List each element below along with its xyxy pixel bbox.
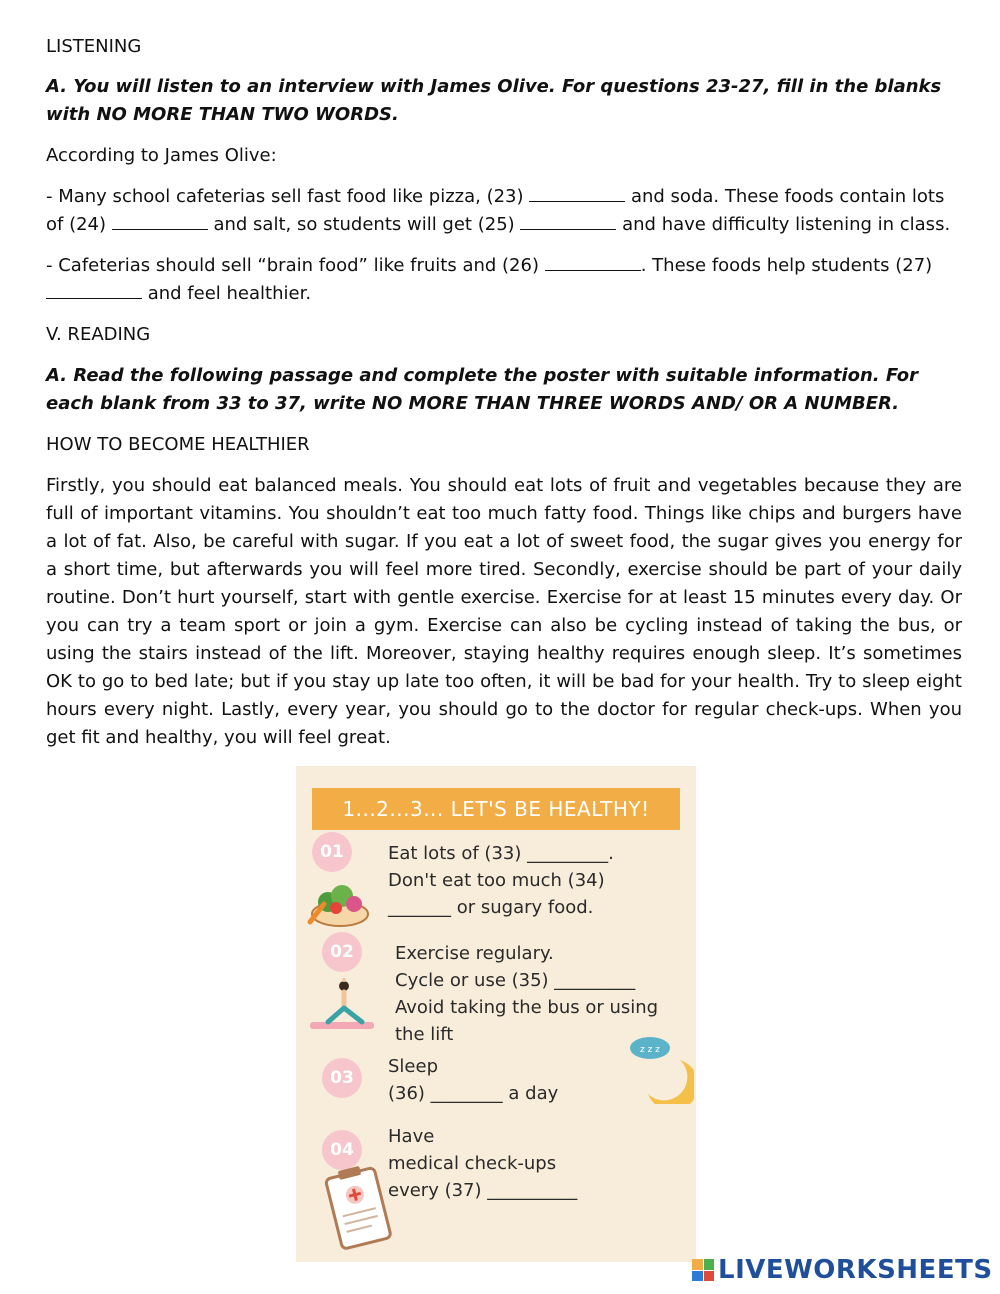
reading-heading: V. READING bbox=[46, 324, 151, 345]
svg-text:z z z: z z z bbox=[640, 1045, 660, 1055]
poster-section-02 bbox=[395, 940, 658, 1048]
poster-line: the lift bbox=[395, 1024, 454, 1045]
number-badge-04: 04 bbox=[322, 1130, 362, 1170]
number-badge-02: 02 bbox=[322, 932, 362, 972]
poster-title-bar bbox=[312, 788, 680, 830]
listening-heading: LISTENING bbox=[46, 36, 142, 57]
poster-line: _______ or sugary food. bbox=[388, 897, 594, 918]
poster-line: Have bbox=[388, 1126, 435, 1147]
poster-line: Cycle or use (35) _________ bbox=[395, 970, 636, 991]
item-text: - Many school cafeterias sell fast food like pizza, (23) bbox=[46, 186, 530, 207]
poster-section-03 bbox=[388, 1053, 558, 1107]
poster-line: Exercise regulary. bbox=[395, 943, 554, 964]
listening-instruction: A. You will listen to an interview with James Olive. For questions 23-27, fill in the blanks with NO MORE THAN TWO WORDS. bbox=[46, 76, 942, 125]
yoga-pose-icon bbox=[308, 978, 378, 1034]
poster-section-04 bbox=[388, 1123, 577, 1204]
poster-line: every (37) __________ bbox=[388, 1180, 578, 1201]
clipboard-checkup-icon bbox=[320, 1164, 400, 1258]
number-badge-03: 03 bbox=[322, 1058, 362, 1098]
poster-line: medical check-ups bbox=[388, 1153, 557, 1174]
reading-passage: Firstly, you should eat balanced meals. You should eat lots of fruit and vegetables because they are full of important vitamins. You shouldn’t eat too much fatty food. Things like chips and burgers have a lot of fat. Also, be careful with sugar. If you eat a lot of sweet food, the sugar gives you energy for a short time, but afterwards you will feel more tired. Secondly, exercise should be part of your daily routine. Don’t hurt yourself, start with gentle exercise. Exercise for at least 15 minutes every day. Or you can try a team sport or join a gym. Exercise can also be cycling instead of taking the bus, or using the stairs instead of the lift. Moreover, staying healthy requires enough sleep. It’s sometimes OK to go to bed late; but if you stay up late too often, it will be bad for your health. Try to sleep eight hours every night. Lastly, every year, you should go to the doctor for regular check-ups. When you get fit and healthy, you will feel great. bbox=[46, 475, 962, 748]
number-badge-01: 01 bbox=[312, 832, 352, 872]
item-text: . These foods help students (27) bbox=[640, 255, 933, 276]
blank-23[interactable] bbox=[529, 183, 625, 202]
poster-section-01 bbox=[388, 840, 614, 921]
blank-27[interactable] bbox=[46, 280, 142, 299]
blank-26[interactable] bbox=[545, 252, 641, 271]
item-text: and salt, so students will get (25) bbox=[207, 214, 521, 235]
listening-item-2 bbox=[46, 252, 962, 308]
poster-line: (36) ________ a day bbox=[388, 1083, 559, 1104]
passage-title: HOW TO BECOME HEALTHIER bbox=[46, 434, 310, 455]
blank-25[interactable] bbox=[520, 211, 616, 230]
vegetable-basket-icon bbox=[306, 874, 372, 930]
liveworksheets-icon bbox=[692, 1259, 714, 1281]
health-poster bbox=[296, 766, 696, 1262]
item-text: and have difficulty listening in class. bbox=[616, 214, 951, 235]
poster-line: Sleep bbox=[388, 1056, 439, 1077]
poster-title: 1...2...3... LET'S BE HEALTHY! bbox=[342, 797, 650, 821]
poster-line: Don't eat too much (34) bbox=[388, 870, 605, 891]
poster-line: Avoid taking the bus or using bbox=[395, 997, 659, 1018]
item-text: and feel healthier. bbox=[142, 283, 312, 304]
blank-24[interactable] bbox=[112, 211, 208, 230]
item-text: - Cafeterias should sell “brain food” like fruits and (26) bbox=[46, 255, 545, 276]
listening-intro: According to James Olive: bbox=[46, 145, 277, 166]
liveworksheets-logo[interactable] bbox=[692, 1256, 993, 1284]
item-text: and soda. These foods contain lots of (24) bbox=[46, 186, 945, 235]
brand-name: LIVEWORKSHEETS bbox=[718, 1255, 993, 1285]
moon-sleep-icon bbox=[628, 1034, 694, 1104]
poster-line: Eat lots of (33) _________. bbox=[388, 843, 614, 864]
reading-instruction: A. Read the following passage and complete the poster with suitable information. For each blank from 33 to 37, write NO MORE THAN THREE WORDS AND/ OR A NUMBER. bbox=[46, 365, 919, 414]
listening-item-1 bbox=[46, 183, 962, 239]
